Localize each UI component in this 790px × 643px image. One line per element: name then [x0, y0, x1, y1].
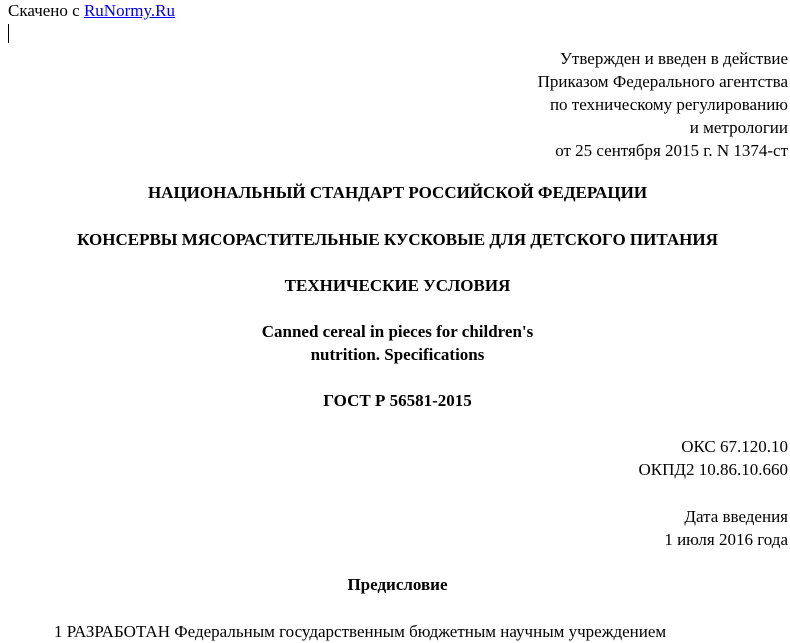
english-title-line: Canned cereal in pieces for children's	[261, 322, 534, 341]
approval-line: по техническому регулированию	[549, 95, 788, 114]
effective-date	[664, 505, 788, 551]
national-standard-title: НАЦИОНАЛЬНЫЙ СТАНДАРТ РОССИЙСКОЙ ФЕДЕРАЦИИ	[147, 183, 648, 202]
source-link[interactable]: RuNormy.Ru	[83, 1, 175, 20]
english-title	[0, 320, 790, 366]
gost-number: ГОСТ Р 56581-2015	[323, 391, 472, 410]
approval-block	[538, 47, 788, 162]
approval-line: Приказом Федерального агентства	[537, 72, 788, 91]
oks-code: ОКС 67.120.10	[681, 437, 788, 456]
okpd-code: ОКПД2 10.86.10.660	[638, 460, 788, 479]
source-line	[8, 1, 175, 21]
foreword-heading: Предисловие	[347, 575, 448, 594]
approval-line: Утвержден и введен в действие	[559, 49, 788, 68]
effective-date-value: 1 июля 2016 года	[664, 530, 788, 549]
english-title-line: nutrition. Specifications	[310, 345, 485, 364]
document-subtitle: ТЕХНИЧЕСКИЕ УСЛОВИЯ	[284, 276, 511, 295]
foreword-paragraph: 1 РАЗРАБОТАН Федеральным государственным бюджетным научным учреждением	[54, 622, 667, 641]
product-title: КОНСЕРВЫ МЯСОРАСТИТЕЛЬНЫЕ КУСКОВЫЕ ДЛЯ ДЕТСКОГО ПИТАНИЯ	[77, 230, 718, 249]
text-cursor	[8, 24, 9, 43]
source-prefix: Скачено с	[8, 1, 80, 20]
classification-codes	[639, 435, 789, 481]
approval-line: и метрологии	[689, 118, 788, 137]
effective-date-label: Дата введения	[684, 507, 788, 526]
approval-line: от 25 сентября 2015 г. N 1374-ст	[555, 141, 788, 160]
